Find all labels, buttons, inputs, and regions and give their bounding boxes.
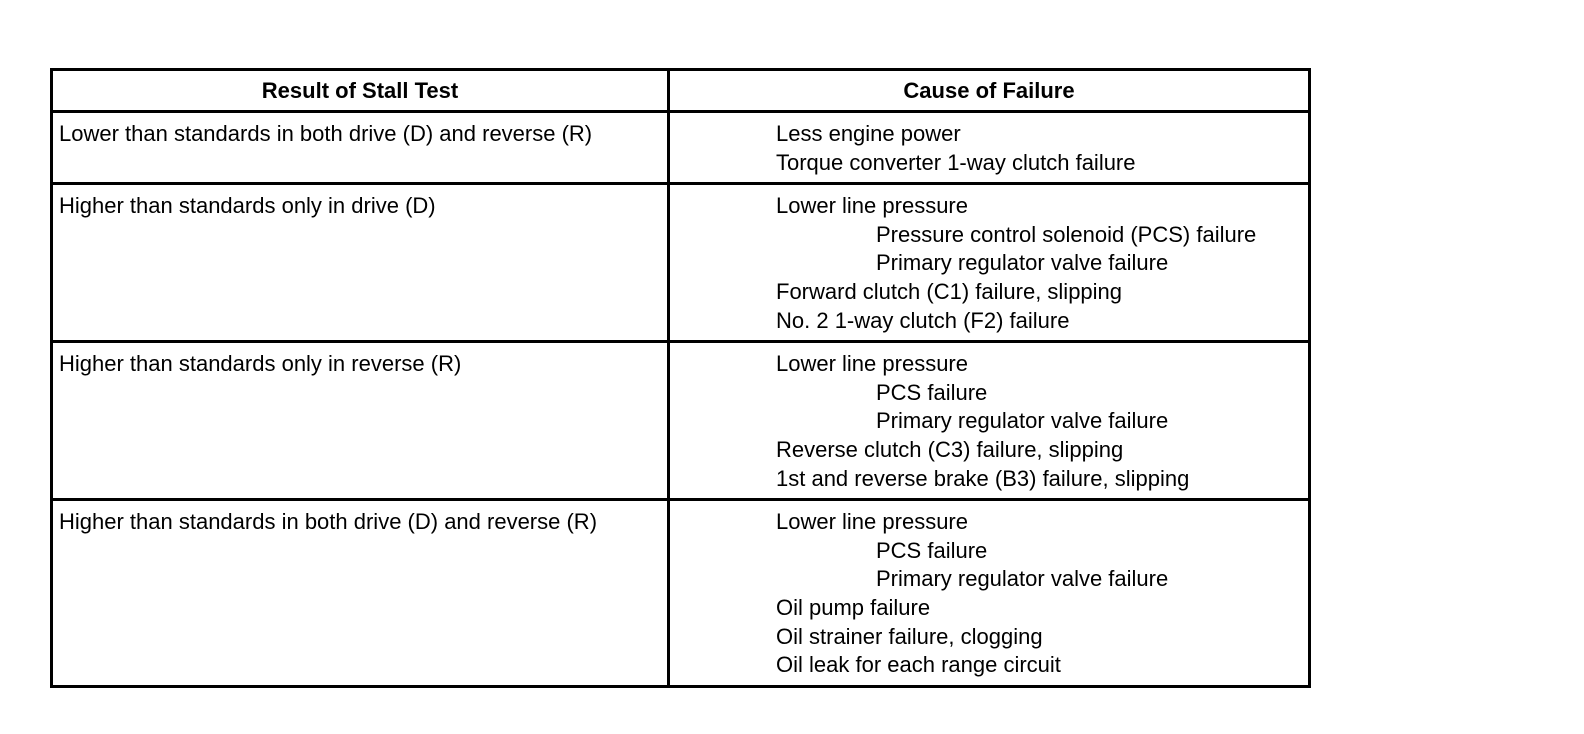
result-cell: Higher than standards only in drive (D) [52,184,669,342]
cause-item: Reverse clutch (C3) failure, slipping [776,436,1124,462]
cause-item: Less engine power [776,121,961,146]
header-cause-of-failure: Cause of Failure [669,70,1310,112]
cause-item: Lower line pressure [776,509,968,535]
header-result-of-stall-test: Result of Stall Test [52,70,669,112]
cause-subitem: Primary regulator valve failure [876,408,1169,434]
cause-item: 1st and reverse brake (B3) failure, slipping [776,465,1190,491]
cause-item: Lower line pressure [776,351,968,377]
cause-cell [669,500,1310,687]
table-row [52,184,1310,342]
cause-subitem: Primary regulator valve failure [876,250,1169,276]
result-cell: Higher than standards only in reverse (R) [52,342,669,500]
cause-item: Lower line pressure [776,193,968,219]
table-header [52,70,1310,112]
table-body [52,112,1310,687]
cause-item: Oil leak for each range circuit [776,652,1061,678]
result-cell: Lower than standards in both drive (D) and reverse (R) [52,112,669,184]
cause-cell [669,184,1310,342]
cause-cell [669,112,1310,184]
table-row [52,342,1310,500]
cause-item: No. 2 1-way clutch (F2) failure [776,307,1070,333]
cause-item: Torque converter 1-way clutch failure [776,149,1136,175]
cause-item: Oil strainer failure, clogging [776,623,1043,649]
cause-subitem: Pressure control solenoid (PCS) failure [876,221,1257,247]
stall-test-table [50,68,1311,688]
cause-subitem: Primary regulator valve failure [876,566,1169,592]
cause-subitem: PCS failure [876,379,988,405]
cause-cell [669,342,1310,500]
table-row [52,500,1310,687]
table-row [52,112,1310,184]
cause-item: Forward clutch (C1) failure, slipping [776,278,1123,304]
cause-subitem: PCS failure [876,537,988,563]
result-cell: Higher than standards in both drive (D) and reverse (R) [52,500,669,687]
cause-item: Oil pump failure [776,594,931,620]
header-row [52,70,1310,112]
